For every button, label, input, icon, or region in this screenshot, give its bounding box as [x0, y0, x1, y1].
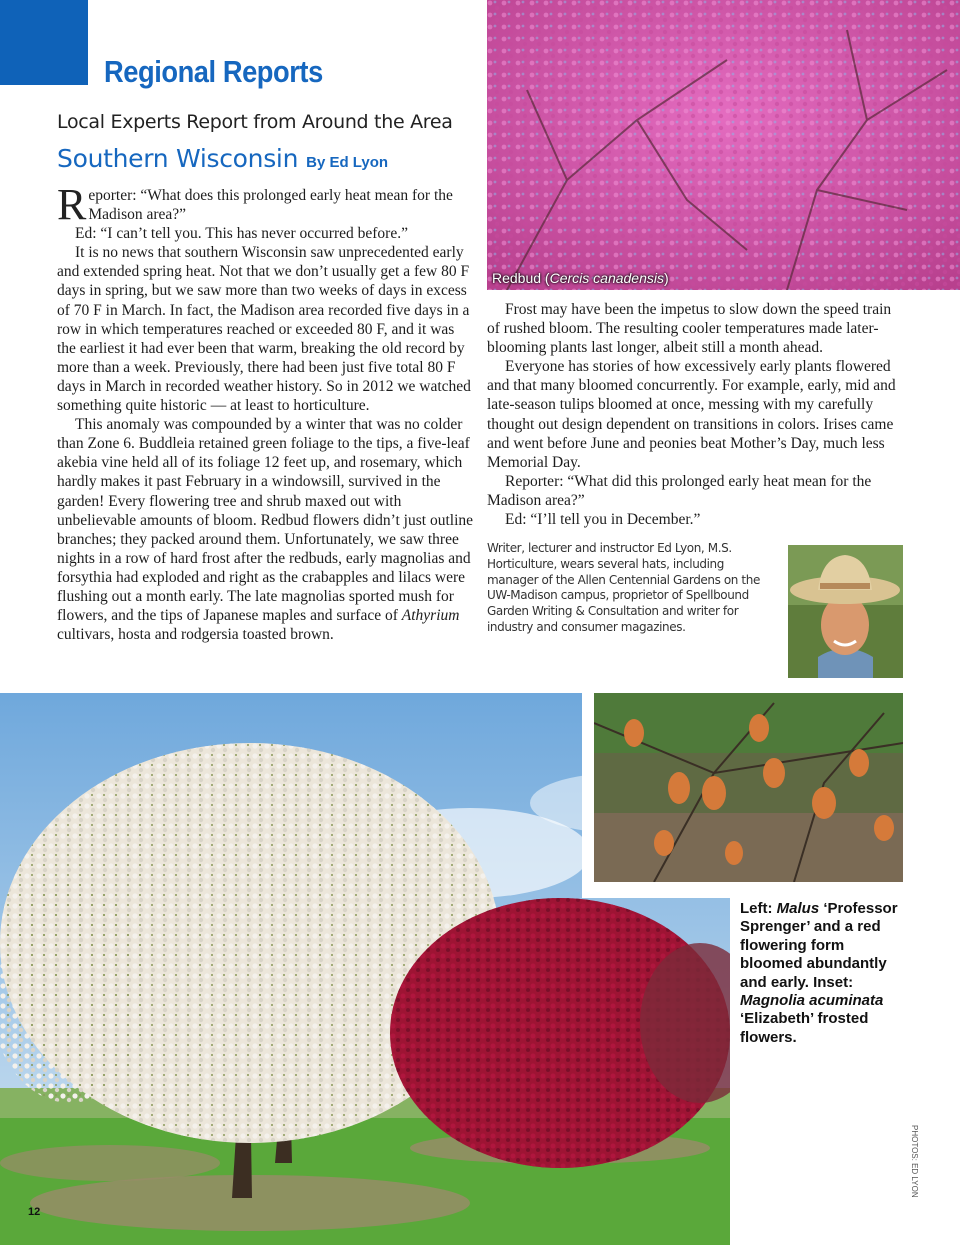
drop-cap: R — [57, 180, 87, 229]
paragraph-8: Ed: “I’ll tell you in December.” — [505, 511, 701, 529]
article-subtitle: Local Experts Report from Around the Area — [57, 111, 453, 133]
redbud-photo — [487, 0, 960, 290]
author-bio: Writer, lecturer and instructor Ed Lyon, M.S. Horticulture, wears several hats, including manager of the Allen Centennial Gardens on the UW-Madison campus, proprietor of Spellbound Garden Writing & Consultation and writer for industry and consumer magazines. — [487, 541, 760, 634]
paragraph-5: Frost may have been the impetus to slow down the speed train of rushed bloom. The resulting cooler temperatures made later-blooming plants last longer, albeit still a month ahead. — [487, 301, 892, 357]
page-number: 12 — [28, 1206, 41, 1218]
inset-frame — [582, 693, 594, 898]
magnolia-inset-photo — [594, 693, 903, 882]
byline: By Ed Lyon — [306, 154, 389, 171]
paragraph-3: It is no news that southern Wisconsin saw unprecedented early and extended spring heat. Not that we don’t usually get a few 80 F days in spring, but we saw more than two weeks of days in excess of 70 F in March. In fact, the Madison area recorded five days in a row in which temperatures reached or exceeded 80 F, and it was the earliest it had ever been that warm, breaking the old record by more than a week. Previously, there had been just five total 80 F days in March in recorded weather history. So in 2012 we watched something quite historic — at least to horticulture. — [57, 244, 471, 415]
section-color-block — [0, 0, 88, 85]
region-name: Southern Wisconsin — [57, 144, 299, 173]
photo-caption: Left: Malus ‘Professor Sprenger’ and a red flowering form bloomed abundantly and early. Inset: Magnolia acuminata ‘Elizabeth’ frosted flowers. — [740, 900, 898, 1046]
author-photo — [788, 545, 903, 678]
paragraph-2: Ed: “I can’t tell you. This has never occurred before.” — [75, 225, 408, 243]
paragraph-7: Reporter: “What did this prolonged early heat mean for the Madison area?” — [487, 472, 872, 509]
photo-credit: PHOTOS: ED LYON — [910, 1125, 919, 1198]
article-column-right — [487, 300, 903, 529]
redbud-caption: Redbud (Cercis canadensis) — [492, 270, 669, 286]
paragraph-4: This anomaly was compounded by a winter that was no colder than Zone 6. Buddleia retained green foliage to the tips, a five-leaf akebia vine held all of its foliage 12 feet up, and rosemary, which hardly makes it past February in a windowsill, survived in the garden! Every flowering tree and shrub maxed out with unbelievable amounts of bloom. Redbud flowers didn’t just outline branches; they packed around them. Unfortunately, we saw three nights in a row of hard frost after the redbuds, early magnolias and forsythia had exploded and right as the crabapples and lilacs were flushing out a month early. The late magnolias sported mush for flowers, and the tips of Japanese maples and surface of Athyrium cultivars, hosta and rodgersia toasted brown. — [57, 416, 474, 644]
article-column-left — [57, 180, 474, 644]
region-heading — [57, 144, 388, 173]
section-title: Regional Reports — [104, 54, 323, 89]
paragraph-6: Everyone has stories of how excessively early plants flowered and that many bloomed concurrently. For example, early, mid and late-season tulips bloomed at once, messing with my carefully thought out design dependent on transitions in colors. Irises came and went before June and peonies beat Mother’s Day, much less Memorial Day. — [487, 358, 896, 471]
paragraph-1: Reporter: “What does this prolonged early heat mean for the Madison area?” — [57, 180, 453, 229]
